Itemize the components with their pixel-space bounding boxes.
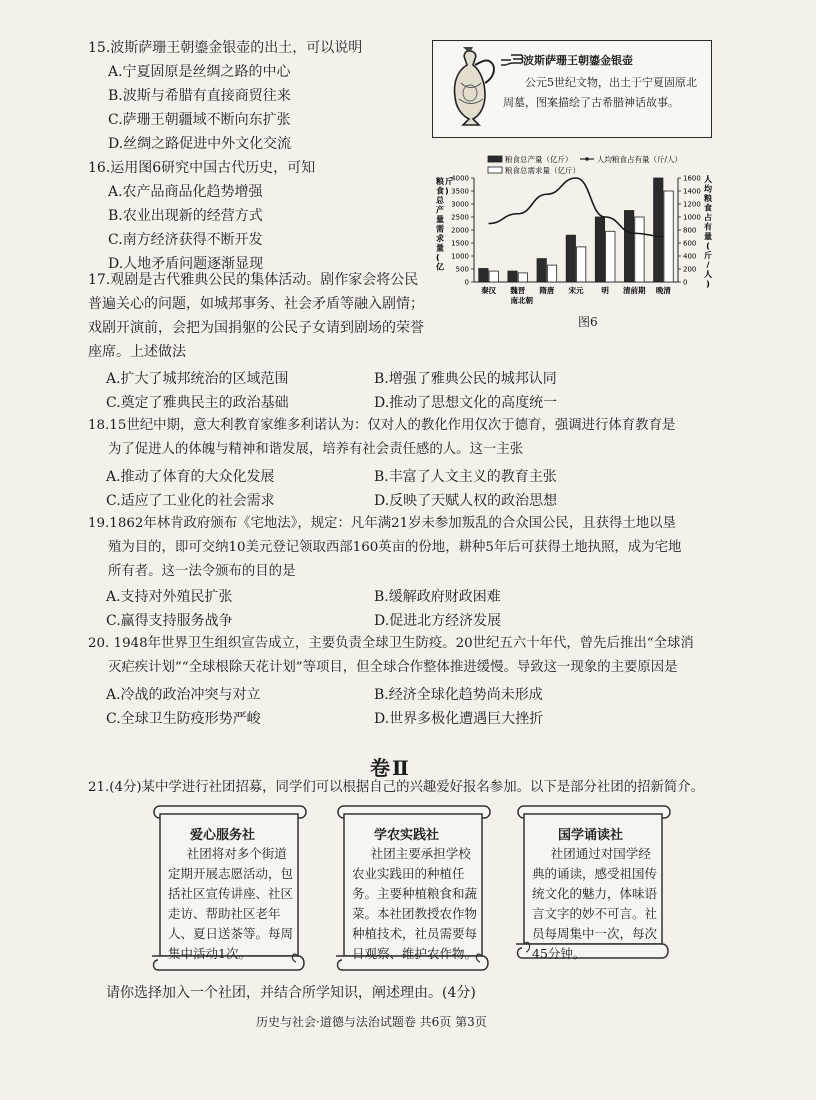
y-axis-label-left-char: 量	[436, 243, 444, 253]
y-tick-label-right-8: 1600	[683, 174, 701, 183]
legend-label-demand: 粮食总需求量（亿斤）	[505, 166, 580, 175]
bar-demand-5	[635, 217, 644, 282]
y-tick-label-right-4: 800	[683, 226, 697, 235]
page-footer: 历史与社会·道德与法治试题卷 共6页 第3页	[256, 1015, 487, 1029]
question-19-stem-line2: 殖为目的，即可交纳10美元登记领取西部160英亩的份地，耕种5年后可获得土地执照，成为宅地	[108, 540, 682, 555]
x-tick-label-3: 宋元	[568, 286, 584, 295]
figure-6-label: 图6	[578, 315, 598, 329]
legend-swatch-demand	[488, 167, 502, 173]
y-axis-label-left-char: 量	[436, 215, 444, 224]
x-tick-label-0: 秦汉	[481, 286, 497, 295]
grain-chart-svg	[430, 152, 720, 332]
bar-demand-4	[606, 231, 615, 282]
y-axis-label-right-char: 有	[704, 222, 712, 232]
vase-caption-body: 公元5世纪文物，出土于宁夏固原北周墓，图案描绘了古希腊神话故事。	[503, 76, 697, 109]
y-axis-label-left-char: 产	[436, 205, 444, 215]
figure-6-chart	[430, 152, 720, 332]
y-tick-label-left-7: 3500	[451, 187, 469, 196]
bar-production-6	[654, 178, 663, 282]
y-axis-label-right-char: 粮	[704, 194, 712, 203]
club-card-farming	[334, 800, 496, 976]
vase-info-box	[432, 40, 712, 138]
club-reading-text: 社团通过对国学经典的诵读，感受祖国传统文化的魅力，体味语言文字的妙不可言。社员每周集中一次，每次45分钟。	[532, 846, 658, 961]
bar-demand-2	[547, 265, 556, 282]
y-tick-label-left-5: 2500	[451, 213, 469, 222]
question-17-option-d: D.推动了思想文化的高度统一	[374, 395, 558, 411]
y-axis-label-right-char: 均	[704, 184, 712, 194]
y-axis-label-left-char: 需	[436, 224, 444, 234]
question-21-stem: 21.(4分)某中学进行社团招募，同学们可以根据自己的兴趣爱好报名参加。以下是部分社团的招新简介。	[88, 780, 705, 795]
question-16-stem: 16.运用图6研究中国古代历史，可知	[88, 160, 316, 176]
question-18-stem-line1: 18.15世纪中期，意大利教育家维多利诺认为：仅对人的教化作用仅次于德育，强调进行体育教育是	[88, 418, 676, 433]
club-volunteer-text: 社团将对多个街道定期开展志愿活动，包括社区宣传讲座、社区走访、帮助社区老年人、夏日送茶等。每周集中活动1次。	[168, 846, 294, 961]
silver-ewer-icon	[439, 43, 501, 135]
legend-label-per-capita: 人均粮食占有量（斤/人）	[597, 155, 683, 164]
question-19-option-a: A.支持对外殖民扩张	[106, 589, 233, 605]
legend-marker-per-capita	[585, 157, 589, 161]
y-tick-label-right-6: 1200	[683, 200, 701, 209]
y-tick-label-left-0: 0	[464, 278, 469, 287]
x-tick-label-2: 隋唐	[539, 286, 555, 295]
y-axis-label-right-char: 斤	[704, 251, 712, 260]
y-axis-label-left-char: (	[436, 253, 440, 262]
y-axis-label-left-char: 总	[436, 196, 444, 205]
question-15	[88, 36, 428, 156]
question-15-option-a: A.宁夏固原是丝绸之路的中心	[108, 64, 291, 80]
y-tick-label-right-3: 600	[683, 239, 697, 248]
question-19-stem-line1: 19.1862年林肯政府颁布《宅地法》，规定：凡年满21岁未参加叛乱的合众国公民，且获得土地以垦	[88, 516, 676, 531]
y-axis-label-left-char: )	[445, 186, 449, 196]
bar-production-2	[537, 259, 546, 282]
y-axis-label-left-char: 求	[436, 234, 444, 243]
question-19	[88, 512, 800, 584]
question-17-option-a: A.扩大了城邦统治的区域范围	[106, 371, 289, 387]
question-17-option-c: C.奠定了雅典民主的政治基础	[106, 395, 289, 411]
y-axis-label-right-char: 人	[704, 175, 712, 184]
question-15-stem: 15.波斯萨珊王朝鎏金银壶的出土，可以说明	[88, 40, 363, 56]
club-volunteer-title: 爱心服务社	[190, 828, 256, 843]
vase-caption	[523, 51, 707, 71]
question-18-option-b: B.丰富了人文主义的教育主张	[374, 469, 557, 485]
y-axis-label-left-char: 粮	[436, 177, 444, 186]
question-20-option-c: C.全球卫生防疫形势严峻	[106, 711, 261, 727]
y-tick-label-left-8: 4000	[451, 174, 469, 183]
legend-swatch-production	[488, 156, 502, 162]
y-axis-label-right-char: 人	[704, 270, 712, 279]
legend-label-production: 粮食总产量（亿斤）	[505, 155, 573, 164]
question-20-stem-line1: 20. 1948年世界卫生组织宣告成立，主要负责全球卫生防疫。20世纪五六十年代，曾先后推出“全球消	[88, 636, 694, 651]
question-16-option-b: B.农业出现新的经营方式	[108, 208, 263, 224]
x-tick-label-6: 晚清	[655, 286, 671, 295]
y-axis-label-right-char: 占	[704, 213, 712, 222]
y-axis-label-right-char: )	[706, 279, 710, 289]
bar-demand-1	[518, 273, 527, 282]
bar-demand-0	[489, 271, 498, 282]
bar-demand-3	[577, 247, 586, 282]
question-15-option-b: B.波斯与希腊有直接商贸往来	[108, 88, 291, 104]
y-axis-label-right-char: /	[706, 260, 710, 270]
question-21-prompt: 请你选择加入一个社团，并结合所学知识，阐述理由。(4分)	[106, 985, 476, 1001]
question-20-option-d: D.世界多极化遭遇巨大挫折	[374, 711, 544, 727]
club-card-reading	[514, 800, 676, 964]
bar-production-5	[624, 211, 633, 283]
club-reading-title: 国学诵读社	[558, 828, 624, 843]
question-19-option-c: C.赢得支持服务战争	[106, 613, 233, 629]
club-farming-title: 学农实践社	[374, 828, 440, 843]
question-19-option-b: B.缓解政府财政困难	[374, 589, 501, 605]
question-19-stem-line3: 所有者。这一法令颁布的目的是	[108, 564, 296, 579]
pointing-hand-icon	[499, 51, 525, 69]
question-17-option-b: B.增强了雅典公民的城邦认同	[374, 371, 557, 387]
question-18-stem-line2: 为了促进人的体魄与精神和谐发展，培养有社会责任感的人。这一主张	[108, 442, 524, 457]
bar-production-4	[595, 217, 604, 282]
bar-production-3	[566, 235, 575, 282]
section-2-title: 卷Ⅱ	[370, 756, 411, 780]
y-tick-label-right-1: 200	[683, 265, 697, 274]
question-17-stem: 17.观剧是古代雅典公民的集体活动。剧作家会将公民普遍关心的问题，如城邦事务、社会矛盾等融入剧情；戏剧开演前，会把为国捐躯的公民子女请到剧场的荣誉座席。上述做法	[88, 272, 424, 360]
question-18-option-c: C.适应了工业化的社会需求	[106, 493, 275, 509]
y-tick-label-left-2: 1000	[451, 252, 469, 261]
vase-caption-title: 波斯萨珊王朝鎏金银壶	[523, 54, 633, 67]
y-tick-label-right-2: 400	[683, 252, 697, 261]
y-tick-label-left-3: 1500	[451, 239, 469, 248]
question-16-option-c: C.南方经济获得不断开发	[108, 232, 263, 248]
question-18	[88, 414, 800, 462]
question-16-option-a: A.农产品商品化趋势增强	[108, 184, 263, 200]
x-tick-label-4: 明	[601, 286, 609, 295]
question-16	[88, 156, 428, 276]
question-20-option-a: A.冷战的政治冲突与对立	[106, 687, 261, 703]
x-tick-label-5: 清前期	[623, 286, 646, 295]
y-axis-label-right	[703, 174, 712, 289]
question-20	[88, 632, 800, 680]
y-axis-label-left-char: 亿	[436, 262, 444, 272]
question-18-option-d: D.反映了天赋人权的政治思想	[374, 493, 558, 509]
x-tick-label-1-b: 南北朝	[510, 296, 533, 305]
bar-production-0	[479, 268, 488, 282]
club-farming-text: 社团主要承担学校农业实践田的种植任务。主要种植粮食和蔬菜。本社团教授农作物种植技术，社员需要每日观察、维护农作物。	[352, 846, 478, 961]
y-axis-label-right-char: (	[706, 241, 710, 251]
question-17	[88, 268, 428, 364]
bar-production-1	[508, 271, 517, 282]
y-tick-label-right-7: 1400	[683, 187, 701, 196]
question-15-option-c: C.萨珊王朝疆域不断向东扩张	[108, 112, 291, 128]
bar-demand-6	[664, 191, 673, 282]
question-20-stem-line2: 灭疟疾计划”“全球根除天花计划”等项目，但全球合作整体推进缓慢。导致这一现象的主要原因是	[108, 660, 678, 675]
y-tick-label-left-4: 2000	[451, 226, 469, 235]
y-axis-label-right-char: 食	[704, 203, 712, 213]
club-card-volunteer	[150, 800, 312, 976]
vase-caption-body-wrap	[503, 73, 707, 113]
y-axis-label-left-char: 斤	[445, 177, 453, 186]
question-19-option-d: D.促进北方经济发展	[374, 613, 502, 629]
x-tick-label-1: 魏晋	[510, 286, 526, 295]
y-tick-label-left-6: 3000	[451, 200, 469, 209]
y-tick-label-right-5: 1000	[683, 213, 701, 222]
question-18-option-a: A.推动了体育的大众化发展	[106, 469, 275, 485]
question-16-option-d: D.人地矛盾问题逐渐显现	[108, 256, 264, 272]
y-axis-label-left-char: 食	[436, 186, 444, 196]
y-axis-label-right-char: 量	[704, 232, 712, 241]
question-21	[88, 776, 800, 800]
y-tick-label-left-1: 500	[455, 265, 469, 274]
question-15-option-d: D.丝绸之路促进中外文化交流	[108, 136, 292, 152]
y-tick-label-right-0: 0	[683, 278, 688, 287]
question-20-option-b: B.经济全球化趋势尚未形成	[374, 687, 543, 703]
